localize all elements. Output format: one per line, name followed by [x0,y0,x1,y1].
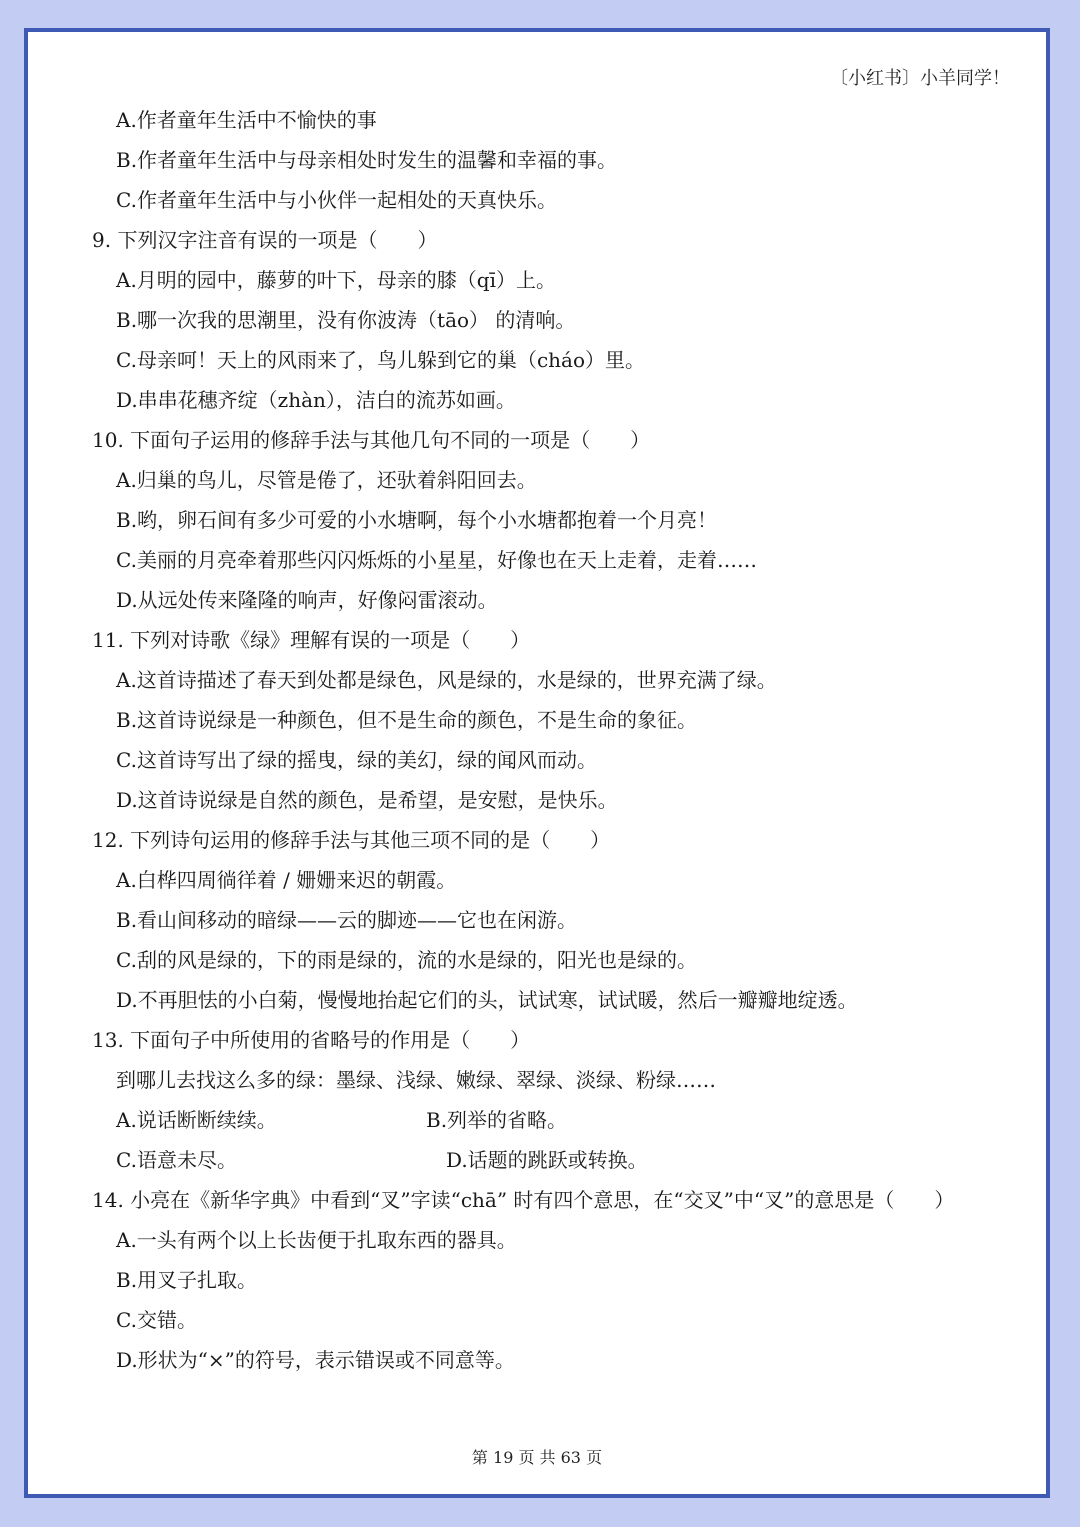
q10-stem: 10. 下面句子运用的修辞手法与其他几句不同的一项是（ ） [92,428,651,452]
q9-option-d: D.串串花穗齐绽（zhàn），洁白的流苏如画。 [116,388,516,412]
q14-option-b: B.用叉子扎取。 [116,1268,258,1292]
q14-option-c: C.交错。 [116,1308,197,1332]
q9-stem: 9. 下列汉字注音有误的一项是（ ） [92,228,438,252]
q11-stem: 11. 下列对诗歌《绿》理解有误的一项是（ ） [92,628,531,652]
q9-option-a: A.月明的园中，藤萝的叶下，母亲的膝（qī）上。 [116,268,556,292]
q10-option-d: D.从远处传来隆隆的响声，好像闷雷滚动。 [116,588,498,612]
page-number: 第 19 页 共 63 页 [471,1448,603,1467]
q9-option-b: B.哪一次我的思潮里，没有你波涛（tāo） 的清响。 [116,308,576,332]
q14-stem: 14. 小亮在《新华字典》中看到“叉”字读“chā” 时有四个意思，在“交叉”中“叉”的意思是（ ） [92,1188,955,1212]
q12-option-d: D.不再胆怯的小白菊，慢慢地抬起它们的头，试试寒，试试暖，然后一瓣瓣地绽透。 [116,988,858,1012]
q9-option-c: C.母亲呵！天上的风雨来了，鸟儿躲到它的巢（cháo）里。 [116,348,645,372]
q13-option-d: D.话题的跳跃或转换。 [446,1148,648,1172]
q11-option-b: B.这首诗说绿是一种颜色，但不是生命的颜色，不是生命的象征。 [116,708,698,732]
q13-option-c: C.语意未尽。 [116,1148,237,1172]
question-content [92,100,1012,1380]
q13-option-b: B.列举的省略。 [426,1108,568,1132]
q10-option-b: B.哟，卵石间有多少可爱的小水塘啊，每个小水塘都抱着一个月亮！ [116,508,718,532]
q13-sentence: 到哪儿去找这么多的绿：墨绿、浅绿、嫩绿、翠绿、淡绿、粉绿…… [116,1068,716,1092]
q12-stem: 12. 下列诗句运用的修辞手法与其他三项不同的是（ ） [92,828,611,852]
q13-option-a: A.说话断断续续。 [116,1108,277,1132]
q11-option-d: D.这首诗说绿是自然的颜色，是希望，是安慰，是快乐。 [116,788,618,812]
q12-option-b: B.看山间移动的暗绿——云的脚迹——它也在闲游。 [116,908,578,932]
q10-option-c: C.美丽的月亮牵着那些闪闪烁烁的小星星，好像也在天上走着，走着…… [116,548,757,572]
q8-option-b: B.作者童年生活中与母亲相处时发生的温馨和幸福的事。 [116,148,618,172]
q11-option-a: A.这首诗描述了春天到处都是绿色，风是绿的，水是绿的，世界充满了绿。 [116,668,777,692]
q14-option-a: A.一头有两个以上长齿便于扎取东西的器具。 [116,1228,517,1252]
q13-options-row-1 [92,1100,1012,1140]
q13-stem: 13. 下面句子中所使用的省略号的作用是（ ） [92,1028,531,1052]
q10-option-a: A.归巢的鸟儿，尽管是倦了，还驮着斜阳回去。 [116,468,537,492]
q13-options-row-2 [92,1140,1012,1180]
q11-option-c: C.这首诗写出了绿的摇曳，绿的美幻，绿的闻风而动。 [116,748,597,772]
watermark-text: 〔小红书〕小羊同学！ [830,68,1010,89]
q8-option-a: A.作者童年生活中不愉快的事 [116,108,377,132]
q14-option-d: D.形状为“×”的符号，表示错误或不同意等。 [116,1348,515,1372]
q12-option-c: C.刮的风是绿的，下的雨是绿的，流的水是绿的，阳光也是绿的。 [116,948,697,972]
exam-page [24,28,1050,1498]
q12-option-a: A.白桦四周徜徉着 / 姗姗来迟的朝霞。 [116,868,457,892]
q8-option-c: C.作者童年生活中与小伙伴一起相处的天真快乐。 [116,188,557,212]
